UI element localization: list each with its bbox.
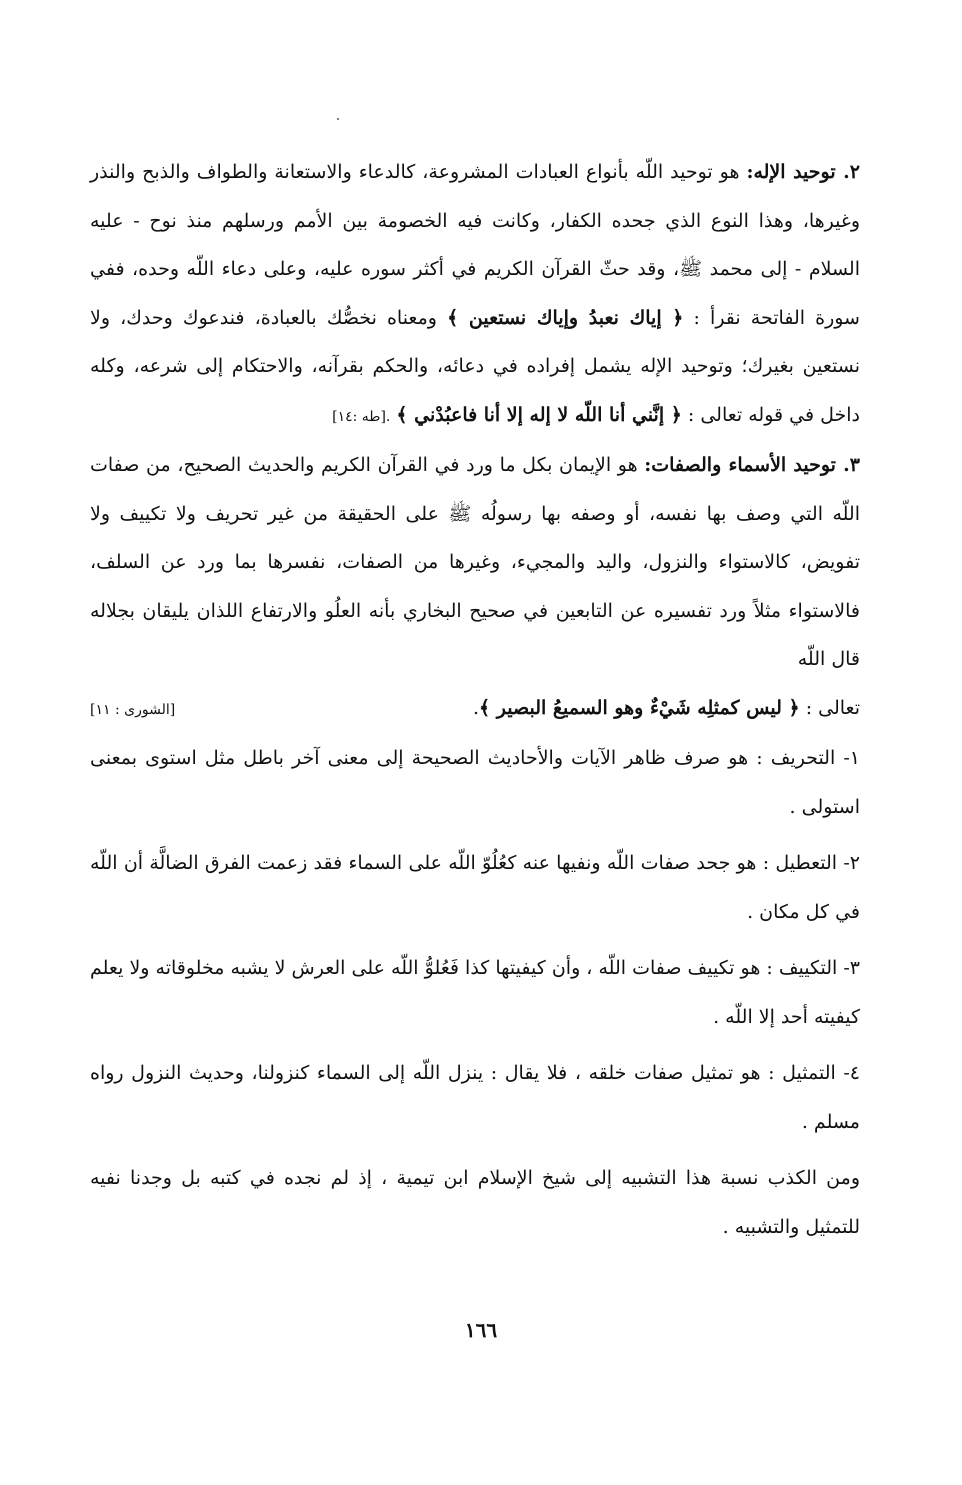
page-body <box>90 148 860 1251</box>
paragraph-tawhid-al-asma <box>90 441 860 684</box>
paragraph-text: ومعناه نخصُّك بالعبادة، فندعوك وحدك، ولا نستعين بغيرك؛ وتوحيد الإله يشمل إفراده في دعائه، والحكم بقرآنه، والاحتكام إلى شرعه، وكله داخل في قوله تعالى : <box>90 306 860 426</box>
verse-reference: .[طه :١٤] <box>332 408 391 425</box>
quran-verse: ﴿ ليس كمثلِه شَيْءٌ وهو السميعُ البصير ﴾ <box>479 696 800 719</box>
definition-tahrif: ١- التحريف : هو صرف ظاهر الآيات والأحاديث الصحيحة إلى معنى آخر باطل مثل استوى بمعنى استولى . <box>90 747 860 818</box>
verse-line-text <box>473 684 860 733</box>
page-number: ١٦٦ <box>464 1318 498 1342</box>
heading-tawhid-al-asma: ٣. توحيد الأسماء والصفات: <box>644 454 860 476</box>
quran-verse: ﴿ إياك نعبدُ وإياك نستعين ﴾ <box>447 306 684 329</box>
stray-dot <box>337 118 339 120</box>
verse-end: . <box>472 696 480 719</box>
quran-verse: ﴿ إنَّني أنا اللّه لا إله إلا أنا فاعبُدْني ﴾ <box>396 403 682 426</box>
verse-lead: تعالى : <box>805 696 860 719</box>
paragraph-text: هو توحيد اللّه بأنواع العبادات المشروعة، كالدعاء والاستعانة والطواف والذبح والنذر وغيرها، وهذا النوع الذي جحده الكفار، وكانت فيه الخصومة بين الأمم ورسلهم منذ نوح - عليه السلام - إلى محمد ﷺ، وقد حثّ القرآن الكريم في أكثر سوره عليه، وعلى دعاء اللّه وحده، ففي سورة الفاتحة نقرأ : <box>90 161 860 329</box>
verse-reference: [الشورى : ١١] <box>90 701 176 718</box>
closing-paragraph: ومن الكذب نسبة هذا التشبيه إلى شيخ الإسلام ابن تيمية ، إذ لم نجده في كتبه بل وجدنا نفيه للتمثيل والتشبيه . <box>90 1167 860 1238</box>
definition-tatil: ٢- التعطيل : هو جحد صفات اللّه ونفيها عنه كعُلُوّ اللّه على السماء فقد زعمت الفرق الضالَّة أن اللّه في كل مكان . <box>90 852 860 923</box>
paragraph-text: هو الإيمان بكل ما ورد في القرآن الكريم والحديث الصحيح، من صفات اللّه التي وصف بها نفسه، أو وصفه بها رسولُه ﷺ على الحقيقة من غير تحريف ولا تكييف ولا تفويض، كالاستواء والنزول، واليد والمجيء، وغيرها من الصفات، نفسرها بما ورد عن السلف، فالاستواء مثلاً ورد تفسيره عن التابعين في صحيح البخاري بأنه العلُو والارتفاع اللذان يليقان بجلاله قال اللّه <box>90 454 860 670</box>
verse-line <box>90 684 860 735</box>
paragraph-tawhid-al-ilah <box>90 148 860 441</box>
heading-tawhid-al-ilah: ٢. توحيد الإله: <box>746 161 860 183</box>
definition-tamthil: ٤- التمثيل : هو تمثيل صفات خلقه ، فلا يقال : ينزل اللّه إلى السماء كنزولنا، وحديث النزول رواه مسلم . <box>90 1062 860 1133</box>
definition-takyif: ٣- التكييف : هو تكييف صفات اللّه ، وأن كيفيتها كذا فَعُلوُّ اللّه على العرش لا يشبه مخلوقاته ولا يعلم كيفيته أحد إلا اللّه . <box>90 957 860 1028</box>
